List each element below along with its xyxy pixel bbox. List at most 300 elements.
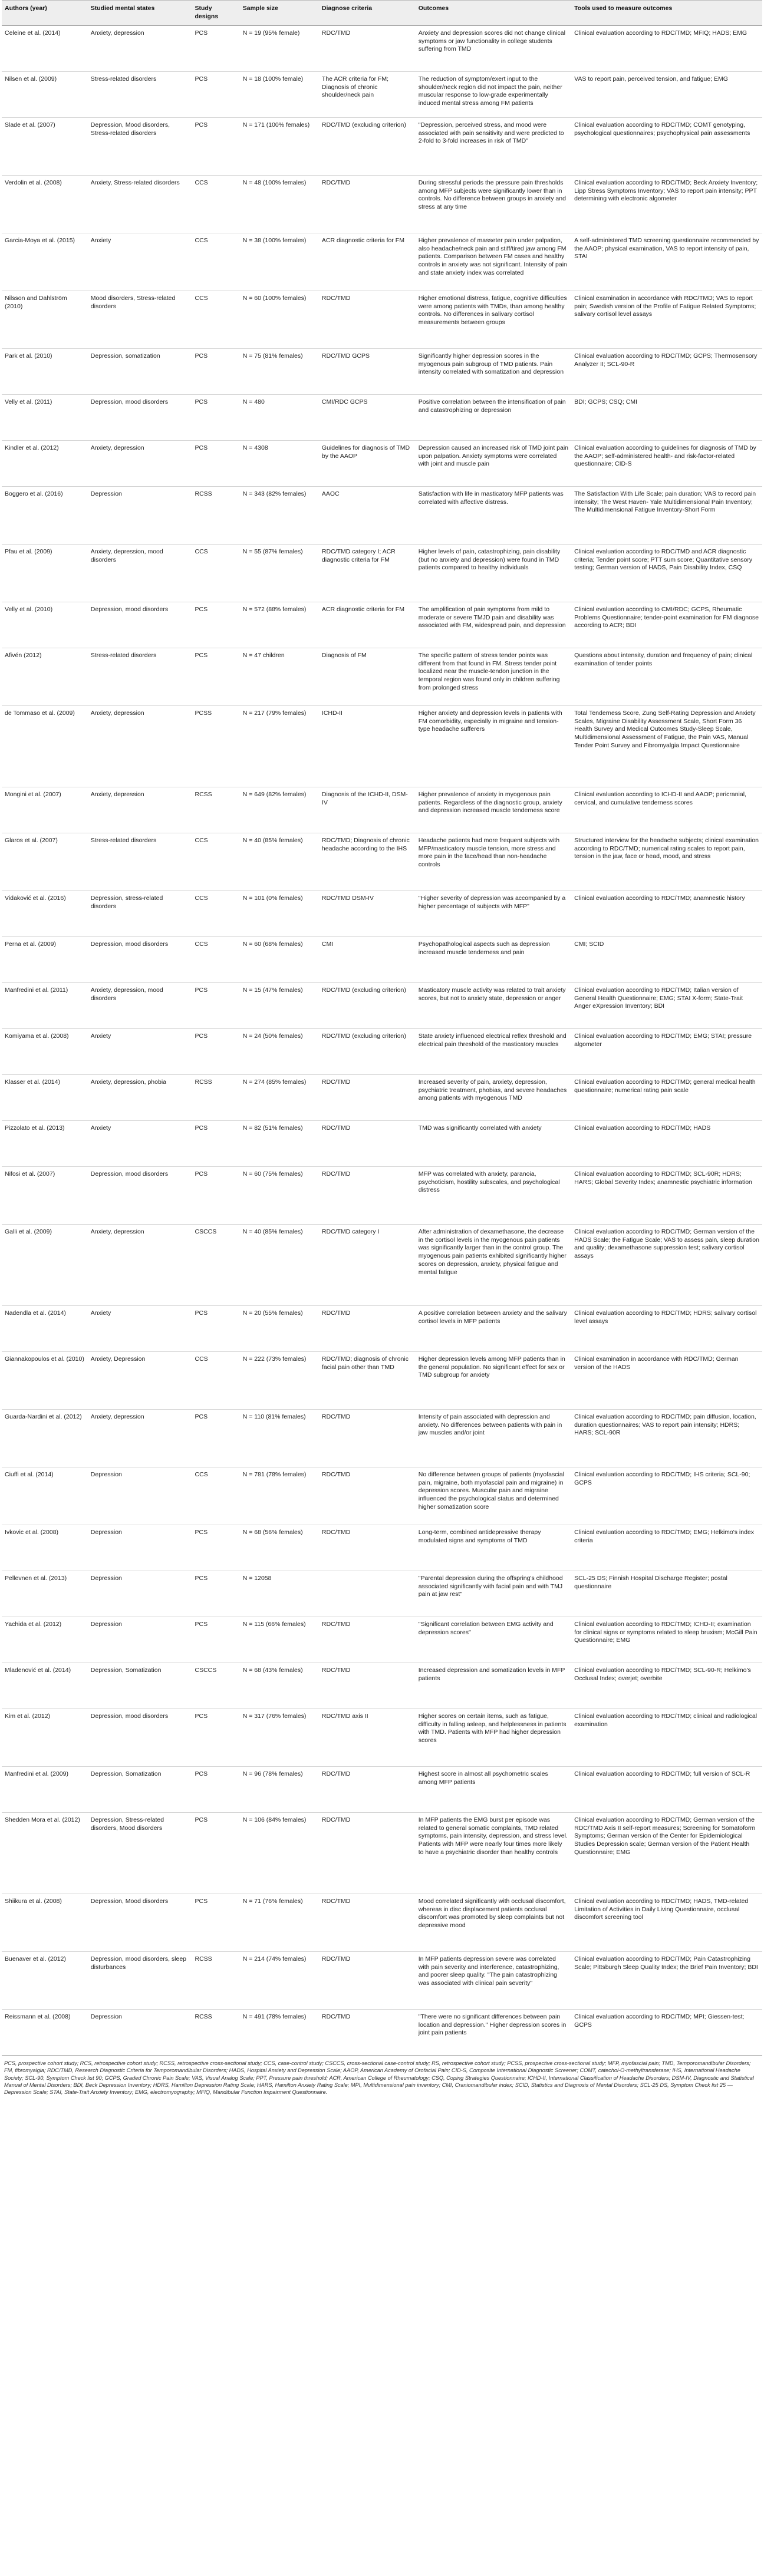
table-cell: CCS [192,233,239,291]
table-cell: Afivén (2012) [2,648,88,705]
table-cell: Klasser et al. (2014) [2,1074,88,1120]
table-cell: N = 60 (100% females) [240,291,319,348]
table-cell: Clinical evaluation according to RDC/TMD; MPI; Giessen-test; GCPS [571,2009,762,2055]
table-row [2,602,762,648]
table-cell: Stress-related disorders [88,833,192,890]
table-cell: RDC/TMD [319,1305,416,1351]
table-cell: Kim et al. (2012) [2,1708,88,1766]
table-row [2,233,762,291]
table-cell: RDC/TMD (excluding criterion) [319,117,416,175]
table-cell: No difference between groups of patients (myofascial pain, migraine, both myofascial pain and migraine) in depression scores. Muscular pain and migraine influenced the psychological status and determined higher somatization score [416,1467,571,1525]
table-cell: RDC/TMD category I [319,1224,416,1305]
table-cell: After administration of dexamethasone, the decrease in the cortisol levels in the myogenous pain patients was significantly larger than in the control group. The myogenous pain patients exhibited significantly higher scores on depression, anxiety, physical fatigue and mental fatigue [416,1224,571,1305]
table-cell: Depression, stress-related disorders [88,890,192,936]
table-cell: N = 781 (78% females) [240,1467,319,1525]
table-cell: PCS [192,1812,239,1894]
table-cell: PCS [192,1894,239,1951]
table-cell: N = 317 (76% females) [240,1708,319,1766]
table-row [2,1571,762,1617]
table-cell: N = 214 (74% females) [240,1951,319,2009]
table-cell: Clinical evaluation according to RDC/TMD; German version of the RDC/TMD Axis II self-report measures; Screening for Somatoform Symptoms; German version of the Center for Epidemiological Studies Depression scale; German version of the Patient Health Questionnaire; EMG [571,1812,762,1894]
table-cell: PCS [192,1617,239,1663]
table-cell: Verdolin et al. (2008) [2,175,88,233]
table-cell: Depression caused an increased risk of TMD joint pain upon palpation. Anxiety symptoms were correlated with joint and muscle pain [416,440,571,486]
table-cell: PCS [192,1409,239,1467]
table-cell: RDC/TMD [319,175,416,233]
table-row [2,1409,762,1467]
table-cell: Clinical evaluation according to RDC/TMD; HADS [571,1120,762,1166]
table-cell: RDC/TMD GCPS [319,348,416,394]
table-cell: RDC/TMD [319,1120,416,1166]
table-cell: N = 343 (82% females) [240,486,319,544]
table-cell: Depression, mood disorders [88,602,192,648]
table-cell: N = 15 (47% females) [240,982,319,1028]
table-cell: Higher emotional distress, fatigue, cognitive difficulties were among patients with TMDs, than among healthy controls. No differences in salivary cortisol measurements between groups [416,291,571,348]
table-cell: Clinical evaluation according to RDC/TMD; Beck Anxiety Inventory; Lipp Stress Symptoms Inventory; VAS to report pain intensity; PPT determining with electronic algometer [571,175,762,233]
table-cell: N = 19 (95% female) [240,25,319,71]
table-cell: Anxiety, depression [88,787,192,833]
table-cell: Guidelines for diagnosis of TMD by the AAOP [319,440,416,486]
table-cell: RDC/TMD [319,2009,416,2055]
table-cell: Depression [88,486,192,544]
table-cell: PCS [192,1708,239,1766]
table-cell: N = 20 (55% females) [240,1305,319,1351]
table-cell: In MFP patients depression severe was correlated with pain severity and interference, catastrophizing, and poorer sleep quality. "The pain catastrophizing was associated with clinical pain severity" [416,1951,571,2009]
table-cell: N = 649 (82% females) [240,787,319,833]
table-cell: Clinical evaluation according to RDC/TMD; SCL-90R; HDRS; HARS; Global Severity Index; anamnestic psychiatric information [571,1166,762,1224]
table-cell: PCS [192,1120,239,1166]
table-cell: Satisfaction with life in masticatory MFP patients was correlated with affective distress. [416,486,571,544]
table-cell: ACR diagnostic criteria for FM [319,602,416,648]
table-row [2,1708,762,1766]
table-cell: CCS [192,890,239,936]
table-cell: Depression [88,1571,192,1617]
table-cell: N = 480 [240,394,319,440]
table-cell: Ciuffi et al. (2014) [2,1467,88,1525]
table-cell: Clinical evaluation according to RDC/TMD; general medical health questionnaire; numerical rating pain scale [571,1074,762,1120]
table-row [2,1894,762,1951]
table-cell: State anxiety influenced electrical reflex threshold and electrical pain threshold of the masticatory muscles [416,1028,571,1074]
table-cell: RDC/TMD [319,1894,416,1951]
column-header: Authors (year) [2,1,88,26]
table-cell: Pellevnen et al. (2013) [2,1571,88,1617]
table-cell: N = 110 (81% females) [240,1409,319,1467]
table-cell: N = 82 (51% females) [240,1120,319,1166]
table-cell: PCS [192,348,239,394]
table-cell: Giannakopoulos et al. (2010) [2,1351,88,1409]
table-cell: ACR diagnostic criteria for FM [319,233,416,291]
table-cell: "Depression, perceived stress, and mood were associated with pain sensitivity and were predicted to 2-fold to 3-fold increases in risk of TMD" [416,117,571,175]
table-cell: Clinical evaluation according to RDC/TMD and ACR diagnostic criteria; Tender point score; PTT sum score; Quantitative sensory testing; German version of HADS, Pain Disability Index, CSQ [571,544,762,602]
table-cell: Anxiety, depression, phobia [88,1074,192,1120]
table-cell: Higher scores on certain items, such as fatigue, difficulty in falling asleep, and helplessness in patients with TMD. Patients with MFP had higher depression scores [416,1708,571,1766]
table-cell: CCS [192,936,239,982]
table-cell: Clinical evaluation according to RDC/TMD; Pain Catastrophizing Scale; Pittsburgh Sleep Quality Index; the Brief Pain Inventory; BDI [571,1951,762,2009]
table-cell: Velly et al. (2011) [2,394,88,440]
table-row [2,291,762,348]
column-header: Outcomes [416,1,571,26]
table-cell: RDC/TMD [319,1766,416,1812]
table-cell: PCS [192,1166,239,1224]
table-cell: RDC/TMD [319,1409,416,1467]
table-cell: RCSS [192,787,239,833]
table-cell: Mood disorders, Stress-related disorders [88,291,192,348]
table-cell: MFP was correlated with anxiety, paranoia, psychoticism, hostility subscales, and psychological distress [416,1166,571,1224]
table-cell: VAS to report pain, perceived tension, and fatigue; EMG [571,71,762,117]
table-row [2,1166,762,1224]
table-cell: Increased depression and somatization levels in MFP patients [416,1663,571,1708]
table-cell: The specific pattern of stress tender points was different from that found in FM. Stress tender point localized near the muscle-tendon junction in the temporal region was found only in children suffering from prolonged stress [416,648,571,705]
table-cell: RDC/TMD [319,1663,416,1708]
table-cell [319,1571,416,1617]
table-cell: PCS [192,1571,239,1617]
table-cell: Increased severity of pain, anxiety, depression, psychiatric treatment, phobias, and severe headaches among patients with myogenous TMD [416,1074,571,1120]
table-cell: Clinical evaluation according to RDC/TMD; IHS criteria; SCL-90; GCPS [571,1467,762,1525]
table-cell: In MFP patients the EMG burst per episode was related to general somatic complaints, TMD related symptoms, pain intensity, depression, and stress level. Patients with MFP were nearly four times more likely to have a psychiatric disorder than healthy controls [416,1812,571,1894]
table-cell: Komiyama et al. (2008) [2,1028,88,1074]
table-cell: Masticatory muscle activity was related to trait anxiety scores, but not to anxiety state, depression or anger [416,982,571,1028]
table-cell: SCL-25 DS; Finnish Hospital Discharge Register; postal questionnaire [571,1571,762,1617]
table-cell: Depression, mood disorders [88,936,192,982]
table-cell: Nifosi et al. (2007) [2,1166,88,1224]
table-cell: A self-administered TMD screening questionnaire recommended by the AAOP; physical examination, VAS to report intensity of pain, STAI [571,233,762,291]
table-cell: RDC/TMD [319,25,416,71]
table-cell: RDC/TMD [319,1074,416,1120]
table-cell: Clinical examination in accordance with RDC/TMD; German version of the HADS [571,1351,762,1409]
table-cell: RDC/TMD [319,1525,416,1571]
table-cell: RCSS [192,486,239,544]
table-cell: Long-term, combined antidepressive therapy modulated signs and symptoms of TMD [416,1525,571,1571]
table-cell: Total Tenderness Score, Zung Self-Rating Depression and Anxiety Scales, Migraine Disability Assessment Scale, Short Form 36 Health Survey and Medical Outcomes Study-Sleep Scale, Multidimensional Assessment of Fatigue, the Pain VAS, Manual Tender Point Survey and Fibromyalgia Impact Questionnaire [571,705,762,787]
table-cell: Diagnosis of FM [319,648,416,705]
table-cell: Ivkovic et al. (2008) [2,1525,88,1571]
table-cell: RDC/TMD [319,1812,416,1894]
table-cell: Psychopathological aspects such as depression increased muscle tenderness and pain [416,936,571,982]
table-row [2,1663,762,1708]
table-cell: N = 101 (0% females) [240,890,319,936]
table-cell: Clinical evaluation according to RDC/TMD; Italian version of General Health Questionnaire; EMG; STAI X-form; State-Trait Anger eXpression Inventory; BDI [571,982,762,1028]
table-cell: Higher levels of pain, catastrophizing, pain disability (but no anxiety and depression) were found in TMD patients compared to healthy individuals [416,544,571,602]
table-cell: RDC/TMD DSM-IV [319,890,416,936]
table-row [2,1074,762,1120]
table-cell: "There were no significant differences between pain location and depression." Higher depression scores in joint pain patients [416,2009,571,2055]
table-row [2,1467,762,1525]
table-cell: Clinical evaluation according to RDC/TMD; COMT genotyping, psychological questionnaires; psychophysical pain assessments [571,117,762,175]
table-row [2,787,762,833]
table-cell: CMI/RDC GCPS [319,394,416,440]
table-row [2,1120,762,1166]
column-header: Sample size [240,1,319,26]
column-header: Diagnose criteria [319,1,416,26]
table-cell: Clinical evaluation according to guidelines for diagnosis of TMD by the AAOP; self-administered health- and risk-factor-related questionnaire; CID-S [571,440,762,486]
table-cell: RDC/TMD [319,291,416,348]
table-cell: PCS [192,394,239,440]
table-cell: The amplification of pain symptoms from mild to moderate or severe TMJD pain and disability was associated with FM, widespread pain, and depression [416,602,571,648]
table-row [2,348,762,394]
table-cell: N = 4308 [240,440,319,486]
table-cell: Depression [88,2009,192,2055]
table-cell: Anxiety [88,1305,192,1351]
table-cell: Significantly higher depression scores in the myogenous pain subgroup of TMD patients. Pain intensity correlated with somatization and depression [416,348,571,394]
table-cell: PCS [192,982,239,1028]
table-cell: Clinical evaluation according to ICHD-II and AAOP; pericranial, cervical, and cumulative tenderness scores [571,787,762,833]
table-cell: CCS [192,544,239,602]
table-cell: Depression, mood disorders [88,394,192,440]
table-cell: RDC/TMD category I; ACR diagnostic criteria for FM [319,544,416,602]
table-cell: Higher anxiety and depression levels in patients with FM comorbidity, especially in migraine and tension-type headache sufferers [416,705,571,787]
studies-table [2,0,762,2056]
table-cell: Higher depression levels among MFP patients than in the general population. No significant effect for sex or TMD subgroup for anxiety [416,1351,571,1409]
table-cell: RDC/TMD (excluding criterion) [319,982,416,1028]
table-cell: N = 40 (85% females) [240,1224,319,1305]
table-cell: Park et al. (2010) [2,348,88,394]
column-header: Studied mental states [88,1,192,26]
table-row [2,936,762,982]
table-row [2,486,762,544]
table-cell: Anxiety and depression scores did not change clinical symptoms or jaw functionality in college students suffering from TMD [416,25,571,71]
table-cell: Clinical evaluation according to RDC/TMD; anamnestic history [571,890,762,936]
table-cell: RCSS [192,1951,239,2009]
table-cell: de Tommaso et al. (2009) [2,705,88,787]
table-cell: "Higher severity of depression was accompanied by a higher percentage of subjects with MFP" [416,890,571,936]
table-cell: Stress-related disorders [88,648,192,705]
table-cell: Clinical evaluation according to CMI/RDC; GCPS, Rheumatic Problems Questionnaire; tender-point examination for FM diagnose according to ACR; BDI [571,602,762,648]
table-cell: Headache patients had more frequent subjects with MFP/masticatory muscle tension, more stress and more pain in the face/head than non-headache controls [416,833,571,890]
table-cell: Pfau et al. (2009) [2,544,88,602]
table-cell: Positive correlation between the intensification of pain and catastrophizing or depression [416,394,571,440]
table-cell: Depression, Mood disorders, Stress-related disorders [88,117,192,175]
table-cell: Reissmann et al. (2008) [2,2009,88,2055]
table-cell: Depression, mood disorders [88,1166,192,1224]
table-row [2,394,762,440]
table-cell: Anxiety, depression [88,705,192,787]
table-cell: AAOC [319,486,416,544]
table-cell: Diagnosis of the ICHD-II, DSM-IV [319,787,416,833]
table-cell: Nilsen et al. (2009) [2,71,88,117]
table-cell: N = 48 (100% females) [240,175,319,233]
table-row [2,833,762,890]
table-cell: CMI; SCID [571,936,762,982]
table-cell: The ACR criteria for FM; Diagnosis of chronic shoulder/neck pain [319,71,416,117]
table-cell: Guarda-Nardini et al. (2012) [2,1409,88,1467]
table-cell: N = 115 (66% females) [240,1617,319,1663]
table-footnote: PCS, prospective cohort study; RCS, retrospective cohort study; RCSS, retrospective cross-sectional study; CCS, case-control study; CSCCS, cross-sectional case-control study; RS, retrospective cohort study; PCSS, prospective cross-sectional study; MFP, myofascial pain; TMD, Temporomandibular Disorders; FM, fibromyalgia; RDC/TMD, Research Diagnostic Criteria for Temporomandibular Disorders; HADS, Hospital Anxiety and Depression Scale; AAOP, American Academy of Orofacial Pain; CID-S, Composite International Diagnostic Screener; COMT, catechol-O-methyltransferase; IHS, International Headache Society; SCL-90, Symptom Check list 90; GCPS, Graded Chronic Pain Scale; VAS, Visual Analog Scale; PPT, Pressure pain threshold; ACR, American College of Rheumatology; CSQ, Coping Strategies Questionnaire; ICHD-II, International Classification of Headache Disorders; DSM-IV, Diagnostic and Statistical Manual of Mental Disorders; BDI, Beck Depression Inventory; HDRS, Hamilton Depression Rating Scale; HARS, Hamilton Anxiety Rating Scale; MPI, Multidimensional pain inventory; CMI, Craniomandibular index; SCID, Statistics and Diagnosis of Mental Disorders; SCL-25 DS, Symptom Check list 25 — Depression Scale; STAI, State-Trait Anxiety Inventory; EMG, electromyography; MFIQ, Mandibular Function Impairment Questionnaire. [2,2056,762,2096]
table-row [2,440,762,486]
table-cell: Anxiety, depression, mood disorders [88,982,192,1028]
table-cell: N = 60 (75% females) [240,1166,319,1224]
table-cell: Anxiety, depression [88,1409,192,1467]
table-cell: Depression, somatization [88,348,192,394]
table-cell: Depression, Somatization [88,1663,192,1708]
table-cell: N = 274 (85% females) [240,1074,319,1120]
table-cell: Vidaković et al. (2016) [2,890,88,936]
table-cell: CSCCS [192,1224,239,1305]
table-row [2,982,762,1028]
table-cell: N = 222 (73% females) [240,1351,319,1409]
table-cell: Mood correlated significantly with occlusal discomfort, whereas in disc displacement patients occlusal discomfort was promoted by sleep complaints but not depressive mood [416,1894,571,1951]
table-cell: CCS [192,833,239,890]
table-row [2,71,762,117]
table-cell: Anxiety [88,1120,192,1166]
table-cell: Slade et al. (2007) [2,117,88,175]
table-row [2,1305,762,1351]
column-header: Study designs [192,1,239,26]
table-cell: Higher prevalence of masseter pain under palpation, also headache/neck pain and stiff/tired jaw among FM patients. Comparison between FM cases and healthy controls in anxiety was not significant. Intensity of pain and state anxiety index was correlated [416,233,571,291]
header-row [2,1,762,26]
table-row [2,1351,762,1409]
table-cell: Perna et al. (2009) [2,936,88,982]
table-cell: Clinical evaluation according to RDC/TMD; MFIQ; HADS; EMG [571,25,762,71]
table-cell: PCS [192,1525,239,1571]
table-cell: Nadendla et al. (2014) [2,1305,88,1351]
table-cell: Questions about intensity, duration and frequency of pain; clinical examination of tender points [571,648,762,705]
table-cell: Depression [88,1467,192,1525]
table-cell: PCS [192,71,239,117]
table-cell: The reduction of symptom/exert input to the shoulder/neck region did not impact the pain, neither muscular response to low-grade experimentally induced mental stress among FM patients [416,71,571,117]
table-cell: N = 12058 [240,1571,319,1617]
table-cell: Anxiety, Depression [88,1351,192,1409]
table-cell: Anxiety, depression [88,1224,192,1305]
table-cell: "Parental depression during the offspring's childhood associated significantly with facial pain and with TMJ pain at jaw rest" [416,1571,571,1617]
table-cell: Anxiety, Stress-related disorders [88,175,192,233]
table-cell: PCS [192,648,239,705]
table-cell: RDC/TMD (excluding criterion) [319,1028,416,1074]
table-row [2,890,762,936]
table-row [2,648,762,705]
table-cell: N = 96 (78% females) [240,1766,319,1812]
table-cell: ICHD-II [319,705,416,787]
table-cell: N = 18 (100% female) [240,71,319,117]
table-cell: Depression, mood disorders, sleep disturbances [88,1951,192,2009]
table-cell: PCS [192,1028,239,1074]
table-cell: Depression, Mood disorders [88,1894,192,1951]
table-row [2,1951,762,2009]
table-cell: Anxiety, depression, mood disorders [88,544,192,602]
column-header: Tools used to measure outcomes [571,1,762,26]
table-cell: Clinical evaluation according to RDC/TMD; EMG; Helkimo's index criteria [571,1525,762,1571]
table-cell: PCS [192,1305,239,1351]
table-cell: Anxiety, depression [88,25,192,71]
table-cell: Highest score in almost all psychometric scales among MFP patients [416,1766,571,1812]
table-row [2,705,762,787]
table-cell: RDC/TMD; diagnosis of chronic facial pain other than TMD [319,1351,416,1409]
table-body [2,25,762,2055]
table-cell: Clinical evaluation according to RDC/TMD; GCPS; Thermosensory Analyzer II; SCL-90-R [571,348,762,394]
table-cell: Clinical evaluation according to RDC/TMD; SCL-90-R; Helkimo's Occlusal Index; overjet; overbite [571,1663,762,1708]
table-cell: Clinical evaluation according to RDC/TMD; German version of the HADS Scale; the Fatigue Scale; VAS to assess pain, sleep duration and quality; dexamethasone suppression test; salivary cortisol assays [571,1224,762,1305]
table-cell: Pizzolato et al. (2013) [2,1120,88,1166]
table-cell: Velly et al. (2010) [2,602,88,648]
table-cell: Clinical evaluation according to RDC/TMD; pain diffusion, location, duration questionnaires; VAS to report pain intensity; HDRS; HARS; SCL-90R [571,1409,762,1467]
table-cell: N = 40 (85% females) [240,833,319,890]
table-cell: RDC/TMD [319,1467,416,1525]
table-cell: PCS [192,25,239,71]
table-cell: Higher prevalence of anxiety in myogenous pain patients. Regardless of the diagnostic group, anxiety and depression increased muscle tenderness score [416,787,571,833]
table-cell: Manfredini et al. (2009) [2,1766,88,1812]
table-cell: N = 47 children [240,648,319,705]
table-cell: Celeine et al. (2014) [2,25,88,71]
table-cell: A positive correlation between anxiety and the salivary cortisol levels in MFP patients [416,1305,571,1351]
table-cell: "Significant correlation between EMG activity and depression scores" [416,1617,571,1663]
table-cell: RDC/TMD [319,1617,416,1663]
table-cell: CMI [319,936,416,982]
table-cell: Stress-related disorders [88,71,192,117]
table-cell: Clinical evaluation according to RDC/TMD; clinical and radiological examination [571,1708,762,1766]
table-cell: Clinical evaluation according to RDC/TMD; HADS, TMD-related Limitation of Activities in Daily Living Questionnaire, occlusal discomfort screening tool [571,1894,762,1951]
table-cell: N = 171 (100% females) [240,117,319,175]
table-cell: RDC/TMD [319,1166,416,1224]
table-cell: CCS [192,291,239,348]
table-cell: Mladenović et al. (2014) [2,1663,88,1708]
table-cell: N = 68 (56% females) [240,1525,319,1571]
table-row [2,25,762,71]
table-cell: CCS [192,1467,239,1525]
table-cell: N = 38 (100% females) [240,233,319,291]
table-cell: N = 491 (78% females) [240,2009,319,2055]
table-row [2,117,762,175]
table-cell: RDC/TMD; Diagnosis of chronic headache according to the IHS [319,833,416,890]
table-cell: Clinical evaluation according to RDC/TMD; HDRS; salivary cortisol level assays [571,1305,762,1351]
table-cell: CCS [192,1351,239,1409]
table-cell: Structured interview for the headache subjects; clinical examination according to RDC/TMD; numerical rating scales to report pain, tension in the jaw, face or head, mood, and stress [571,833,762,890]
table-row [2,2009,762,2055]
table-row [2,1812,762,1894]
table-cell: PCS [192,117,239,175]
table-cell: RCSS [192,2009,239,2055]
table-cell: N = 68 (43% females) [240,1663,319,1708]
table-row [2,544,762,602]
table-cell: Anxiety, depression [88,440,192,486]
table-cell: Depression, mood disorders [88,1708,192,1766]
table-cell: CCS [192,175,239,233]
table-cell: RDC/TMD axis II [319,1708,416,1766]
table-row [2,175,762,233]
table-cell: RDC/TMD [319,1951,416,2009]
table-cell: Yachida et al. (2012) [2,1617,88,1663]
table-cell: N = 71 (76% females) [240,1894,319,1951]
table-cell: Intensity of pain associated with depression and anxiety. No differences between patients with pain in jaw muscles and/or joint [416,1409,571,1467]
table-cell: Clinical examination in accordance with RDC/TMD; VAS to report pain; Swedish version of the Profile of Fatigue Related Symptoms; salivary cortisol level assays [571,291,762,348]
table-cell: Depression, Somatization [88,1766,192,1812]
table-cell: Glaros et al. (2007) [2,833,88,890]
table-cell: N = 24 (50% females) [240,1028,319,1074]
table-cell: PCS [192,602,239,648]
table-cell: The Satisfaction With Life Scale; pain duration; VAS to record pain intensity; The West Haven- Yale Multidimensional Pain Inventory; The Multidimensional Fatigue Inventory-Short Form [571,486,762,544]
table-cell: Clinical evaluation according to RDC/TMD; EMG; STAI; pressure algometer [571,1028,762,1074]
table-cell: N = 75 (81% females) [240,348,319,394]
table-cell: Kindler et al. (2012) [2,440,88,486]
table-header [2,1,762,26]
table-row [2,1766,762,1812]
table-cell: PCSS [192,705,239,787]
table-cell: N = 217 (79% females) [240,705,319,787]
table-row [2,1617,762,1663]
table-cell: Shiikura et al. (2008) [2,1894,88,1951]
table-cell: PCS [192,440,239,486]
table-cell: Clinical evaluation according to RDC/TMD; full version of SCL-R [571,1766,762,1812]
table-row [2,1028,762,1074]
table-cell: During stressful periods the pressure pain thresholds among MFP subjects were significantly lower than in controls. No difference between groups in anxiety and stress at any time [416,175,571,233]
table-row [2,1224,762,1305]
table-cell: N = 106 (84% females) [240,1812,319,1894]
table-cell: CSCCS [192,1663,239,1708]
table-cell: N = 60 (68% females) [240,936,319,982]
table-cell: RCSS [192,1074,239,1120]
table-cell: Shedden Mora et al. (2012) [2,1812,88,1894]
table-cell: Boggero et al. (2016) [2,486,88,544]
table-cell: Manfredini et al. (2011) [2,982,88,1028]
table-cell: BDI; GCPS; CSQ; CMI [571,394,762,440]
